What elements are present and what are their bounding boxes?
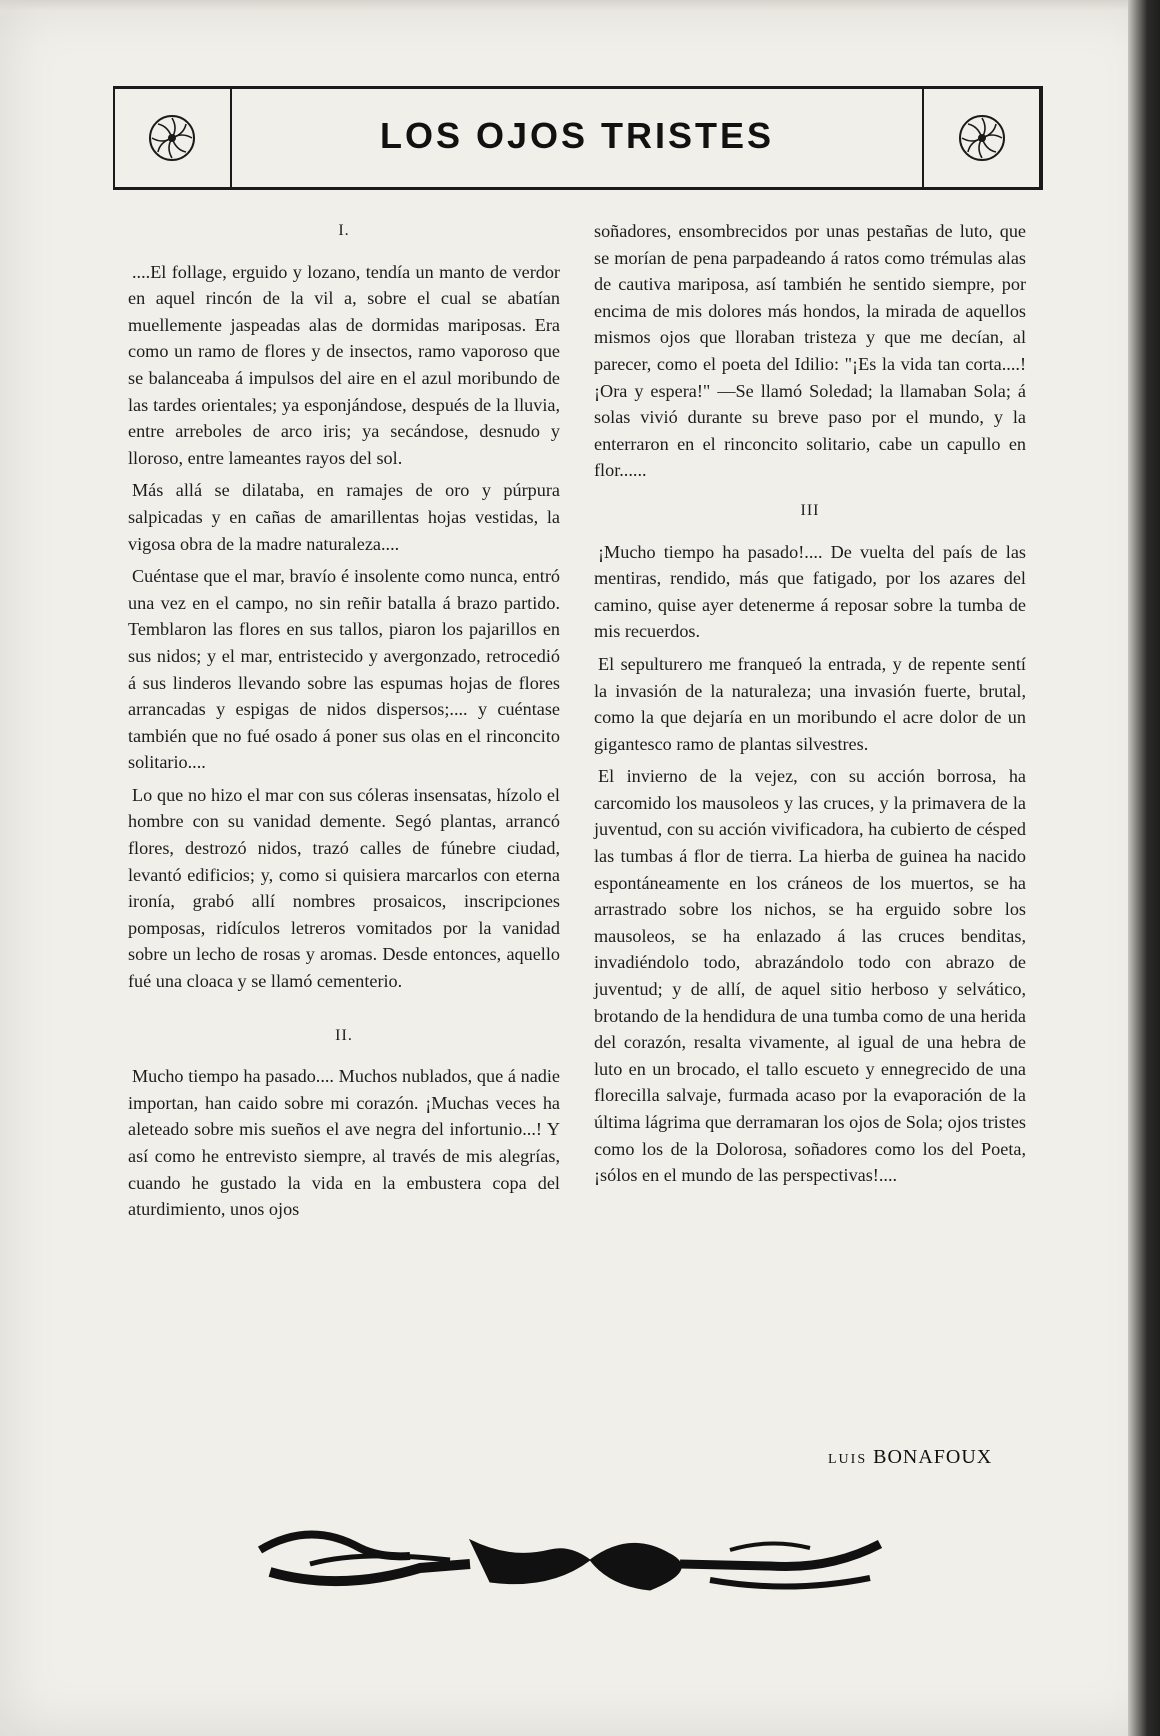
rosette-icon: [147, 113, 197, 163]
author-first-name: LUIS: [828, 1452, 868, 1467]
paragraph: Mucho tiempo ha pasado.... Muchos nublados, que á nadie importan, han caido sobre mi corazón. ¡Muchas veces ha aleteado sobre mis sueños el ave negra del infortunio...! Y así como he entrevisto siempre, al través de mis alegrías, cuando he gustado la vida en la embustera copa del aturdimiento, unos ojos: [128, 1066, 560, 1220]
author-last-name: BONAFOUX: [873, 1446, 993, 1468]
section-numeral: III: [800, 501, 820, 519]
paragraph: Más allá se dilataba, en ramajes de oro y púrpura salpicadas y en cañas de amarillentas hojas vestidas, la vigosa obra de la madre naturaleza....: [128, 480, 560, 554]
frame-divider-left: [230, 89, 232, 187]
author-signature: [828, 1446, 992, 1469]
paragraph: ....El follage, erguido y lozano, tendía un manto de verdor en aquel rincón de la vil a, sobre el cual se abatían muellemente jaspeadas alas de dormidas mariposas. Era como un ramo de flores y de insectos, ramo vaporoso que se balanceaba á impulsos del aire en el azul moribundo de las tardes orientales; ya esponjándose, después de la lluvia, entre arreboles de arco iris; ya secándose, desnudo y lloroso, entre lameantes rayos del sol.: [128, 261, 560, 468]
paragraph: Lo que no hizo el mar con sus cóleras insensatas, hízolo el hombre con su vanidad demente. Segó plantas, arrancó flores, destrozó nidos, trazó calles de fúnebre ciudad, levantó edificios; y, como si quisiera marcarlos con eterna ironía, grabó allí nombres prosaicos, inscripciones pomposas, ridículos letreros vomitados por la vanidad sobre un lecho de rosas y aromas. Desde entonces, aquello fué una cloaca y se llamó cementerio.: [128, 784, 560, 992]
section-numeral: II.: [335, 1026, 353, 1044]
rosette-icon: [957, 113, 1007, 163]
paragraph: El invierno de la vejez, con su acción borrosa, ha carcomido los mausoleos y las cruces, y la primavera de la juventud, con su acción vivificadora, ha cubierto de césped las tumbas á flor de tierra. La hierba de guinea ha nacido espontáneamente en los cráneos de los muertos, se ha arrastrado sobre los nichos, se ha erguido sobre los mausoleos, se ha enlazado á las cruces benditas, invadiéndolo todo, abrazándolo todo con abrazo de juventud; y de allí, de aquel sitio herboso y selvático, brotando de la hendidura de una tumba como de una herida del corazón, resalta vivamente, al igual de una hebra de luto en un brocado, el tallo escueto y ennegrecido de una florecilla salvaje, furmada acaso por la evaporación de la última lágrima que derramaran los ojos de Sola; ojos tristes como los de la Dolorosa, soñadores como los del Poeta, ¡sólos en el mundo de las perspectivas!....: [594, 766, 1026, 1186]
text-column-right: [594, 218, 1026, 1195]
frame-divider-right: [922, 89, 924, 187]
paragraph: soñadores, ensombrecidos por unas pestañas de luto, que se morían de pena parpadeando á ratos como trémulas alas de cautiva mariposa, así también he sentido siempre, por encima de mis dolores más hondos, la mirada de aquellos mismos ojos que lloraban tristeza y que me decían, al parecer, como el poeta del Idilio: "¡Es la vida tan corta....! ¡Ora y espera!" —Se llamó Soledad; la llamaban Sola; á solas vivió durante su breve paso por el mundo, y la enterraron en el rinconcito solitario, cabe un capullo en flor......: [594, 221, 1026, 481]
scan-binding-edge: [1128, 0, 1160, 1736]
scan-top-edge: [0, 0, 1160, 10]
paragraph: ¡Mucho tiempo ha pasado!.... De vuelta del país de las mentiras, rendido, más que fatigado, por los azares del camino, quise ayer detenerme á reposar sobre la tumba de mis recuerdos.: [594, 541, 1026, 642]
section-numeral: I.: [338, 222, 350, 239]
text-column-left: [128, 218, 560, 1229]
paragraph: Cuéntase que el mar, bravío é insolente como nunca, entró una vez en el campo, no sin reñir batalla á brazo partido. Temblaron las flores en sus tallos, piaron los pajarillos en sus nidos; y el mar, entristecido y avergonzado, retrocedió á sus linderos llevando sobre las espumas hojas de flores arrancadas y espigas de nidos dispersos;.... y cuéntase también que no fué osado á poner sus olas en el rinconcito solitario....: [128, 566, 560, 773]
paragraph: El sepulturero me franqueó la entrada, y de repente sentí la invasión de la naturaleza; una invasión fuerte, brutal, como la que dejaría en un moribundo el acre dolor de un gigantesco ramo de plantas silvestres.: [594, 653, 1026, 754]
art-nouveau-flourish-icon: [250, 1520, 890, 1610]
page-title: LOS OJOS TRISTES: [379, 115, 775, 156]
title-frame: [113, 86, 1043, 190]
